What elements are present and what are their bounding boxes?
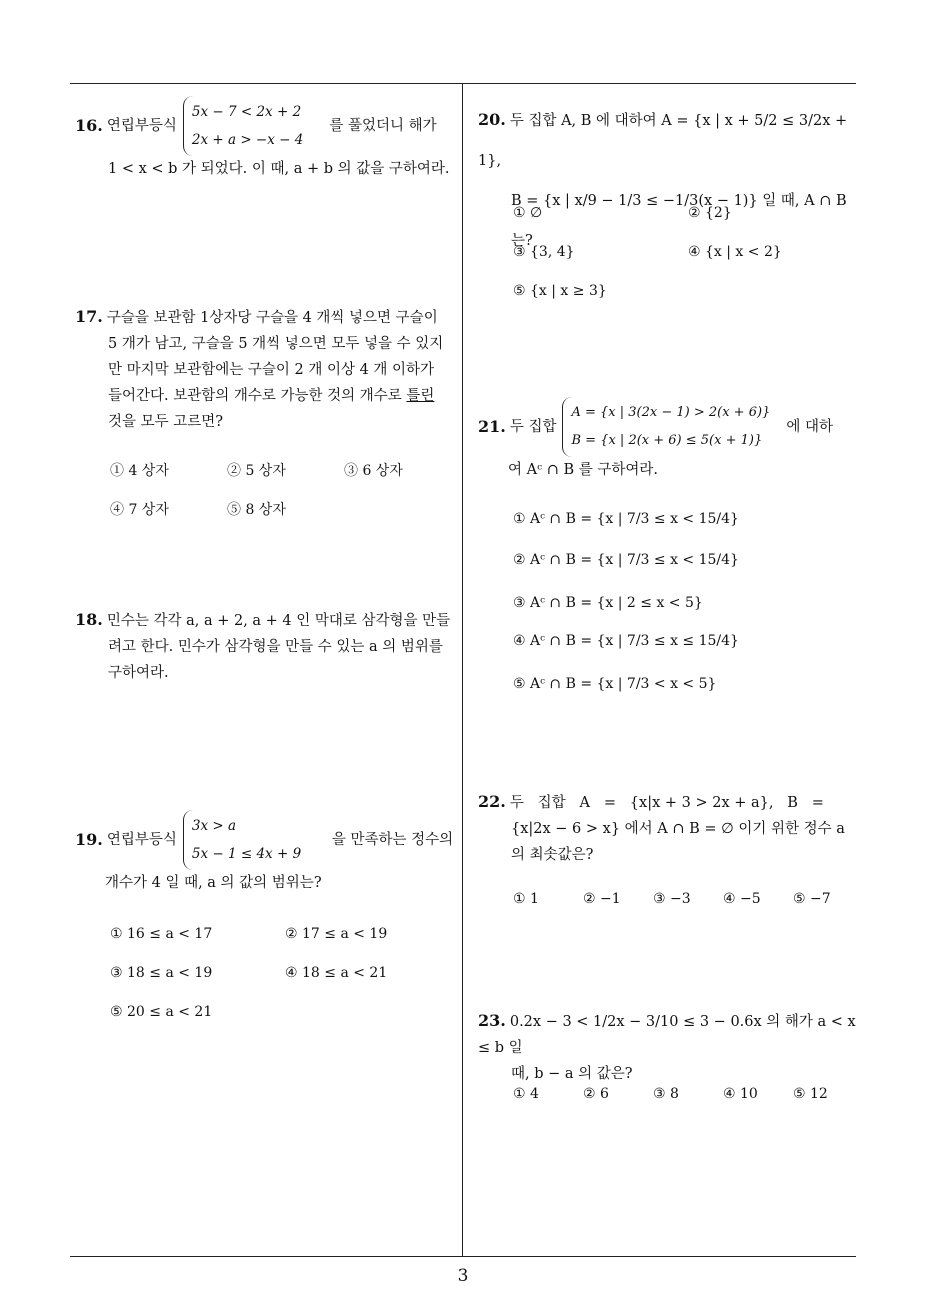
q20-choice-5[interactable]: ⑤ {x | x ≥ 3} — [513, 283, 607, 299]
q19-choice-5[interactable]: ⑤ 20 ≤ a < 21 — [110, 1004, 213, 1020]
page-number: 3 — [457, 1266, 469, 1286]
question-19 — [75, 810, 460, 896]
q22-number: 22. — [478, 792, 506, 811]
q22-text-2: {x|2x − 6 > x} 에서 A ∩ B = ∅ 이기 위한 정수 a — [511, 821, 845, 837]
q16-system-eq1: 5x − 7 < 2x + 2 — [191, 104, 302, 120]
question-17 — [75, 304, 460, 435]
q21-choice-1[interactable]: ① Aᶜ ∩ B = {x | 7/3 ≤ x < 15/4} — [513, 511, 739, 527]
q17-text-4 — [75, 383, 460, 409]
q18-text-3: 구하여라. — [108, 665, 169, 681]
q19-line2: 개수가 4 일 때, a 의 값의 범위는? — [105, 875, 322, 891]
q23-choice-4[interactable]: ④ 10 — [723, 1086, 758, 1102]
q21-system — [562, 397, 770, 457]
q18-line1 — [75, 607, 460, 634]
q22-choice-4[interactable]: ④ −5 — [723, 891, 761, 907]
q16-number: 16. — [75, 116, 103, 135]
q19-system-eq2: 5x − 1 ≤ 4x + 9 — [191, 846, 302, 862]
q19-choice-3[interactable]: ③ 18 ≤ a < 19 — [110, 965, 213, 981]
q17-underlined: 틀린 — [406, 388, 435, 404]
q17-text-3: 만 마지막 보관함에는 구슬이 2 개 이상 4 개 이하가 — [108, 362, 435, 378]
q17-text-5: 것을 모두 고르면? — [108, 414, 224, 430]
q19-choice-2[interactable]: ② 17 ≤ a < 19 — [285, 926, 388, 942]
q17-choice-4[interactable]: ④ 7 상자 — [110, 502, 169, 518]
q19-number: 19. — [75, 830, 103, 849]
q20-line1 — [478, 100, 863, 181]
q17-number: 17. — [75, 307, 103, 326]
top-rule — [70, 83, 856, 84]
q23-text-2: 때, b − a 의 값은? — [511, 1066, 633, 1082]
q16-line2: 1 < x < b 가 되었다. 이 때, a + b 의 값을 구하여라. — [108, 161, 450, 177]
q19-pre: 연립부등식 — [106, 832, 177, 848]
q19-post: 을 만족하는 정수의 — [331, 832, 454, 848]
q21-number: 21. — [478, 417, 506, 436]
q22-choice-1[interactable]: ① 1 — [513, 891, 539, 907]
q22-text-3: 의 최솟값은? — [511, 847, 594, 863]
q16-system — [183, 96, 303, 156]
q23-text-1: 0.2x − 3 < 1/2x − 3/10 ≤ 3 − 0.6x 의 해가 a < x ≤ b 일 — [478, 1014, 856, 1056]
q18-text-1: 민수는 각각 a, a + 2, a + 4 인 막대로 삼각형을 만들 — [106, 613, 451, 629]
q20-choice-4[interactable]: ④ {x | x < 2} — [688, 244, 782, 260]
q21-choice-3[interactable]: ③ Aᶜ ∩ B = {x | 2 ≤ x < 5} — [513, 595, 703, 611]
q23-choice-2[interactable]: ② 6 — [583, 1086, 609, 1102]
q16-post: 를 풀었더니 해가 — [329, 118, 437, 134]
question-20 — [478, 100, 863, 261]
q22-choice-2[interactable]: ② −1 — [583, 891, 621, 907]
q20-text-1: 두 집합 A, B 에 대하여 A = {x | x + 5/2 ≤ 3/2x + 1}, — [478, 113, 848, 169]
q20-number: 20. — [478, 110, 506, 129]
q17-line1 — [75, 304, 460, 331]
q16-system-eq2: 2x + a > −x − 4 — [191, 132, 304, 148]
q23-choice-1[interactable]: ① 4 — [513, 1086, 539, 1102]
q21-system-eq2: B = {x | 2(x + 6) ≤ 5(x + 1)} — [571, 433, 763, 448]
q22-line1 — [478, 789, 863, 816]
q21-choice-4[interactable]: ④ Aᶜ ∩ B = {x | 7/3 ≤ x ≤ 15/4} — [513, 633, 739, 649]
q17-choice-2[interactable]: ② 5 상자 — [227, 463, 286, 479]
q17-text-1: 구슬을 보관함 1상자당 구슬을 4 개씩 넣으면 구슬이 — [106, 310, 438, 326]
q16-pre: 연립부등식 — [106, 118, 177, 134]
q19-choice-4[interactable]: ④ 18 ≤ a < 21 — [285, 965, 388, 981]
q21-line1 — [478, 397, 863, 457]
q21-choice-2[interactable]: ② Aᶜ ∩ B = {x | 7/3 ≤ x < 15/4} — [513, 552, 739, 568]
q21-system-eq1: A = {x | 3(2x − 1) > 2(x + 6)} — [571, 405, 771, 420]
q17-choice-1[interactable]: ① 4 상자 — [110, 463, 169, 479]
question-23 — [478, 1008, 863, 1087]
q20-choice-1[interactable]: ① ∅ — [513, 205, 543, 221]
q17-text-4a: 들어간다. 보관함의 개수로 가능한 것의 개수로 — [108, 388, 402, 404]
q20-text-2: B = {x | x/9 − 1/3 ≤ −1/3(x − 1)} 일 때, A ∩ B 는? — [511, 193, 847, 249]
bottom-rule — [70, 1256, 856, 1257]
q22-text-1: 두 집합 A = {x|x + 3 > 2x + a}, B = — [509, 795, 824, 811]
q21-post: 에 대하 — [786, 419, 833, 435]
question-16 — [75, 96, 460, 182]
q19-system — [183, 810, 312, 870]
q17-text-2: 5 개가 남고, 구슬을 5 개씩 넣으면 모두 넣을 수 있지 — [108, 336, 444, 352]
q19-choice-1[interactable]: ① 16 ≤ a < 17 — [110, 926, 213, 942]
q20-choice-2[interactable]: ② {2} — [688, 205, 732, 221]
q19-system-eq1: 3x > a — [191, 818, 237, 834]
q18-number: 18. — [75, 610, 103, 629]
q16-line1 — [75, 96, 460, 156]
column-divider — [462, 84, 463, 1256]
question-22 — [478, 789, 863, 868]
q22-choice-5[interactable]: ⑤ −7 — [793, 891, 831, 907]
q22-choice-3[interactable]: ③ −3 — [653, 891, 691, 907]
q17-choice-5[interactable]: ⑤ 8 상자 — [227, 502, 286, 518]
q23-choice-5[interactable]: ⑤ 12 — [793, 1086, 828, 1102]
q18-text-2: 려고 한다. 민수가 삼각형을 만들 수 있는 a 의 범위를 — [108, 639, 443, 655]
q19-line1 — [75, 810, 460, 870]
q23-choice-3[interactable]: ③ 8 — [653, 1086, 679, 1102]
q20-choice-3[interactable]: ③ {3, 4} — [513, 244, 575, 260]
q21-line2: 여 Aᶜ ∩ B 를 구하여라. — [508, 462, 658, 478]
q17-choice-3[interactable]: ③ 6 상자 — [344, 463, 403, 479]
question-18 — [75, 607, 460, 686]
q21-pre: 두 집합 — [509, 419, 557, 435]
question-21 — [478, 397, 863, 483]
q23-line1 — [478, 1008, 863, 1061]
q23-number: 23. — [478, 1011, 506, 1030]
q21-choice-5[interactable]: ⑤ Aᶜ ∩ B = {x | 7/3 < x < 5} — [513, 676, 717, 692]
